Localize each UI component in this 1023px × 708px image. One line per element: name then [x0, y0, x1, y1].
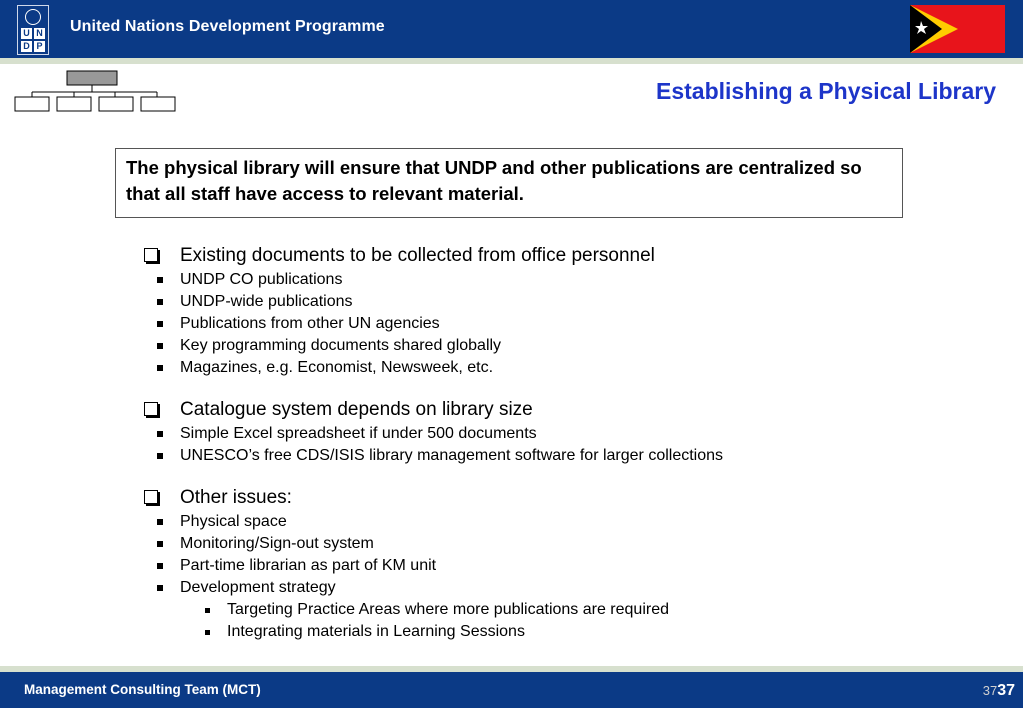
square-bullet-icon: [157, 431, 163, 437]
section-heading: [144, 485, 1004, 511]
sub-list-item-text: Integrating materials in Learning Sessions: [227, 623, 525, 640]
bullet-content: [144, 243, 1004, 661]
sub-list-item-text: Targeting Practice Areas where more publications are required: [227, 601, 670, 618]
section-existing-documents: [144, 243, 1004, 379]
checkbox-bullet-icon: [144, 490, 158, 504]
header-bar: [0, 0, 1023, 58]
footer-bar: [0, 672, 1023, 708]
org-chart-icon: [14, 70, 178, 114]
organization-name: United Nations Development Programme: [70, 18, 385, 35]
square-bullet-icon: [157, 299, 163, 305]
square-bullet-icon: [157, 585, 163, 591]
section-heading-text: Catalogue system depends on library size: [180, 399, 533, 420]
list-item: [107, 445, 967, 467]
logo-letter: D: [21, 41, 32, 52]
section-catalogue-system: [144, 397, 1004, 467]
section-heading: [144, 243, 1004, 269]
list-item: [107, 533, 967, 555]
list-item: [107, 335, 967, 357]
square-bullet-icon: [157, 321, 163, 327]
footer-team-name: Management Consulting Team (MCT): [24, 682, 261, 697]
list-item: [107, 313, 967, 335]
list-item-text: Physical space: [180, 513, 287, 530]
logo-letter: P: [34, 41, 45, 52]
section-other-issues: [144, 485, 1004, 643]
list-item: [107, 357, 967, 379]
sub-list-item: [107, 621, 967, 643]
timor-leste-flag-icon: [910, 5, 1005, 53]
square-bullet-icon: [157, 563, 163, 569]
square-bullet-icon: [205, 608, 210, 613]
square-bullet-icon: [157, 277, 163, 283]
square-bullet-icon: [157, 519, 163, 525]
list-item-text: Magazines, e.g. Economist, Newsweek, etc.: [180, 359, 494, 376]
logo-letter: N: [34, 28, 45, 39]
list-item-text: UNDP CO publications: [180, 271, 343, 288]
list-item: [107, 423, 967, 445]
square-bullet-icon: [157, 343, 163, 349]
logo-letter: U: [21, 28, 32, 39]
section-heading-text: Existing documents to be collected from office personnel: [180, 245, 655, 266]
section-heading: [144, 397, 1004, 423]
list-item-text: UNESCO’s free CDS/ISIS library management software for larger collections: [180, 447, 724, 464]
list-item: [107, 291, 967, 313]
page-number-value: 37: [997, 682, 1015, 699]
page-number-ghost: 37: [982, 683, 998, 698]
list-item: [107, 577, 967, 599]
list-item-text: Key programming documents shared globally: [180, 337, 502, 354]
list-item: [107, 269, 967, 291]
section-heading-text: Other issues:: [180, 487, 292, 508]
page-number: [983, 682, 1015, 700]
square-bullet-icon: [157, 365, 163, 371]
key-message-text: The physical library will ensure that UNDP and other publications are centralized so that all staff have access to relevant material.: [126, 157, 862, 204]
un-emblem-icon: [25, 9, 41, 25]
list-item-text: UNDP-wide publications: [180, 293, 353, 310]
list-item-text: Simple Excel spreadsheet if under 500 documents: [180, 425, 537, 442]
square-bullet-icon: [157, 453, 163, 459]
square-bullet-icon: [157, 541, 163, 547]
undp-logo: [17, 5, 49, 55]
list-item: [107, 511, 967, 533]
square-bullet-icon: [205, 630, 210, 635]
undp-letter-grid: [21, 28, 45, 52]
list-item-text: Development strategy: [180, 579, 336, 596]
slide-title: Establishing a Physical Library: [655, 78, 996, 104]
checkbox-bullet-icon: [144, 402, 158, 416]
checkbox-bullet-icon: [144, 248, 158, 262]
list-item-text: Publications from other UN agencies: [180, 315, 440, 332]
key-message-box: [115, 148, 903, 218]
sub-list-item: [107, 599, 967, 621]
list-item: [107, 555, 967, 577]
list-item-text: Monitoring/Sign-out system: [180, 535, 374, 552]
header-divider: [0, 58, 1023, 64]
list-item-text: Part-time librarian as part of KM unit: [180, 557, 437, 574]
